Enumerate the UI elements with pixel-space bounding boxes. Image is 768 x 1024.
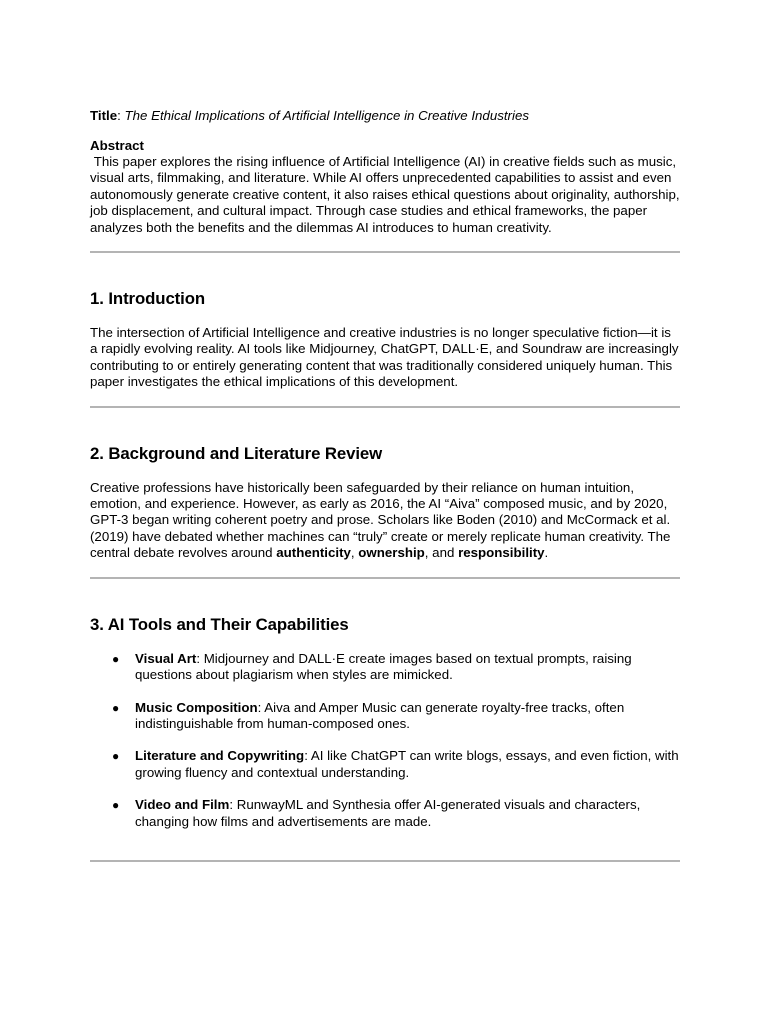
- abstract-heading: Abstract: [90, 138, 144, 153]
- list-item: [90, 797, 680, 830]
- list-item-text: : RunwayML and Synthesia offer AI-generated visuals and characters, changing how films and advertisements are made.: [135, 797, 641, 829]
- section-2-heading: 2. Background and Literature Review: [90, 443, 383, 463]
- keyword-authenticity: authenticity: [276, 545, 351, 561]
- section-2-body: Creative professions have historically been safeguarded by their reliance on human intuition, emotion, and experience. However, as early as 2016, the AI “Aiva” composed music, and by 2020, GPT-3 began writing coherent poetry and prose. Scholars like Boden (2010) and McCormack et al. (2019) have debated whether machines can “truly” create or merely replicate human creativity. The central debate revolves around: [90, 479, 671, 561]
- section-2-end: .: [544, 545, 549, 561]
- list-item-text: : Aiva and Amper Music can generate royalty-free tracks, often indistinguishable from human-composed ones.: [135, 699, 625, 731]
- title-label: Title: [90, 108, 118, 123]
- bullet-icon: ●: [112, 700, 120, 715]
- title-separator: :: [117, 108, 125, 123]
- list-item: [90, 700, 680, 733]
- divider-rule: [90, 577, 680, 579]
- section-3-heading: 3. AI Tools and Their Capabilities: [90, 614, 349, 634]
- document-body: [90, 108, 684, 862]
- title-text: The Ethical Implications of Artificial Intelligence in Creative Industries: [124, 108, 529, 123]
- keyword-separator: , and: [424, 545, 459, 561]
- section-2-text: [90, 480, 680, 562]
- divider-rule: [90, 860, 680, 862]
- list-item-text: : AI like ChatGPT can write blogs, essays, and even fiction, with growing fluency and contextual understanding.: [135, 748, 679, 780]
- keyword-ownership: ownership: [358, 545, 425, 561]
- title-line: [90, 108, 680, 124]
- list-item-label: Video and Film: [135, 797, 230, 813]
- list-item-text: : Midjourney and DALL·E create images based on textual prompts, raising questions about plagiarism when styles are mimicked.: [135, 650, 632, 683]
- list-item-label: Visual Art: [135, 650, 197, 666]
- keyword-responsibility: responsibility: [458, 545, 545, 561]
- list-item-label: Music Composition: [135, 699, 258, 715]
- list-item: [90, 748, 680, 781]
- keyword-separator: ,: [350, 545, 359, 561]
- divider-rule: [90, 406, 680, 408]
- bullet-icon: ●: [112, 798, 120, 813]
- tools-list: [90, 651, 680, 830]
- list-item: [90, 651, 680, 684]
- list-item-label: Literature and Copywriting: [135, 748, 305, 764]
- section-1-text: The intersection of Artificial Intelligence and creative industries is no longer speculative fiction—it is a rapidly evolving reality. AI tools like Midjourney, ChatGPT, DALL·E, and Soundraw are increasingly contributing to or entirely generating content that was traditionally considered uniquely human. This paper investigates the ethical implications of this development.: [90, 325, 679, 390]
- bullet-icon: ●: [112, 749, 120, 764]
- section-1-heading: 1. Introduction: [90, 289, 206, 309]
- abstract-text: This paper explores the rising influence of Artificial Intelligence (AI) in creative fields such as music, visual arts, filmmaking, and literature. While AI offers unprecedented capabilities to assist and even autonomously generate creative content, it also raises ethical questions about originality, authorship, job displacement, and cultural impact. Through case studies and ethical frameworks, the paper analyzes both the benefits and the dilemmas AI introduces to human creativity.: [90, 154, 684, 235]
- divider-rule: [90, 251, 680, 253]
- bullet-icon: ●: [112, 651, 120, 666]
